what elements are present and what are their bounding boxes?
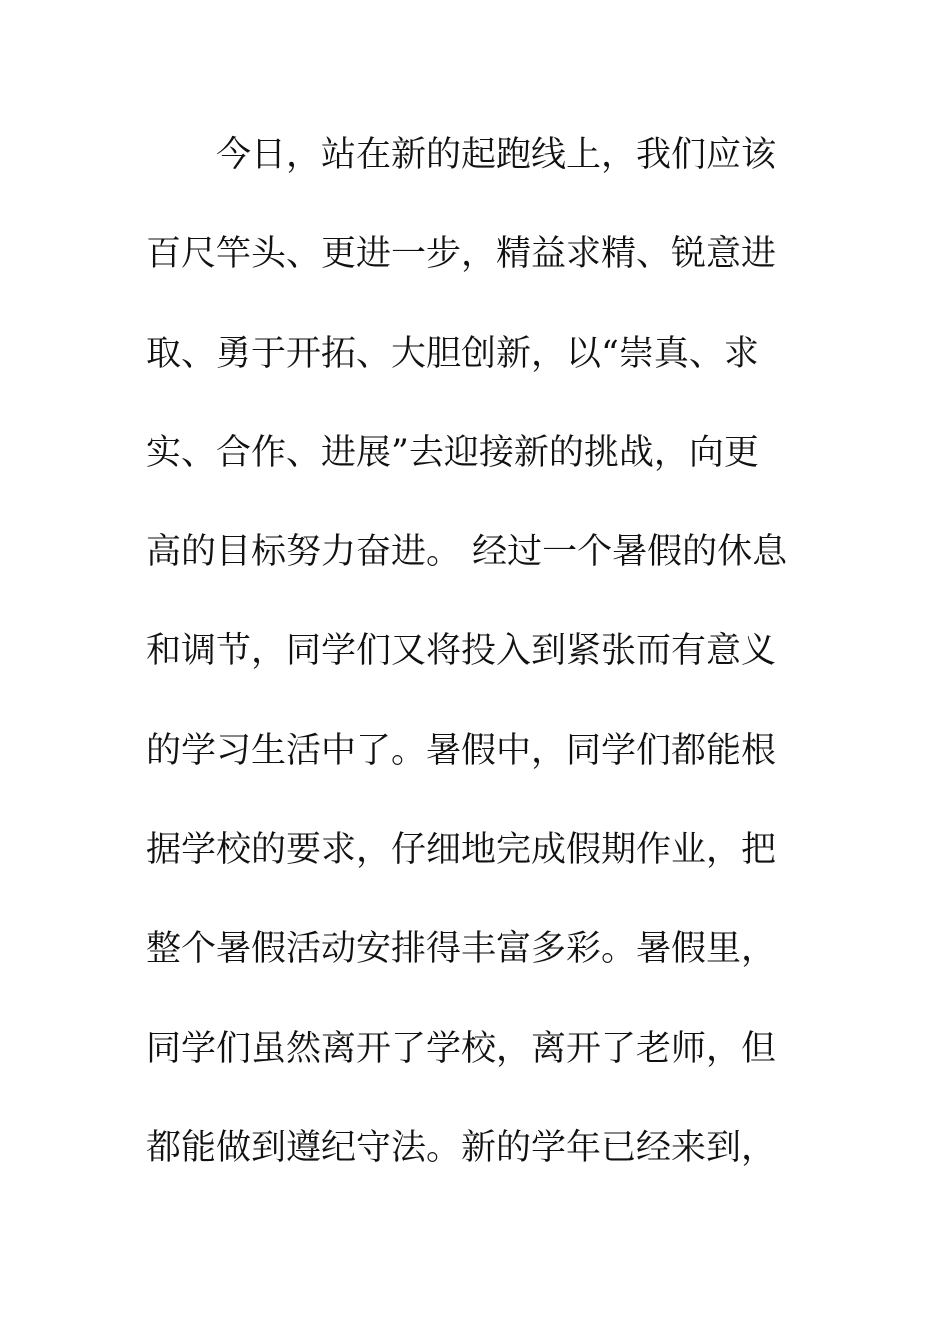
text-line: 整个暑假活动安排得丰富多彩。暑假里， <box>146 929 777 970</box>
body-paragraph <box>146 126 806 1218</box>
text-line: 的学习生活中了。暑假中，同学们都能根 <box>146 730 777 771</box>
text-line: 百尺竿头、更进一步，精益求精、锐意进 <box>146 234 777 275</box>
text-line: 据学校的要求，仔细地完成假期作业，把 <box>146 830 777 871</box>
text-line: 同学们虽然离开了学校，离开了老师，但 <box>146 1028 777 1069</box>
text-line: 实、合作、进展”去迎接新的挑战，向更 <box>146 432 759 473</box>
text-line: 取、勇于开拓、大胆创新，以“崇真、求 <box>146 333 759 374</box>
text-line: 和调节，同学们又将投入到紧张而有意义 <box>146 631 777 672</box>
text-line: 都能做到遵纪守法。新的学年已经来到， <box>146 1127 777 1168</box>
text-line: 高的目标努力奋进。 经过一个暑假的休息 <box>146 532 788 573</box>
text-line: 今日，站在新的起跑线上，我们应该 <box>146 135 777 175</box>
